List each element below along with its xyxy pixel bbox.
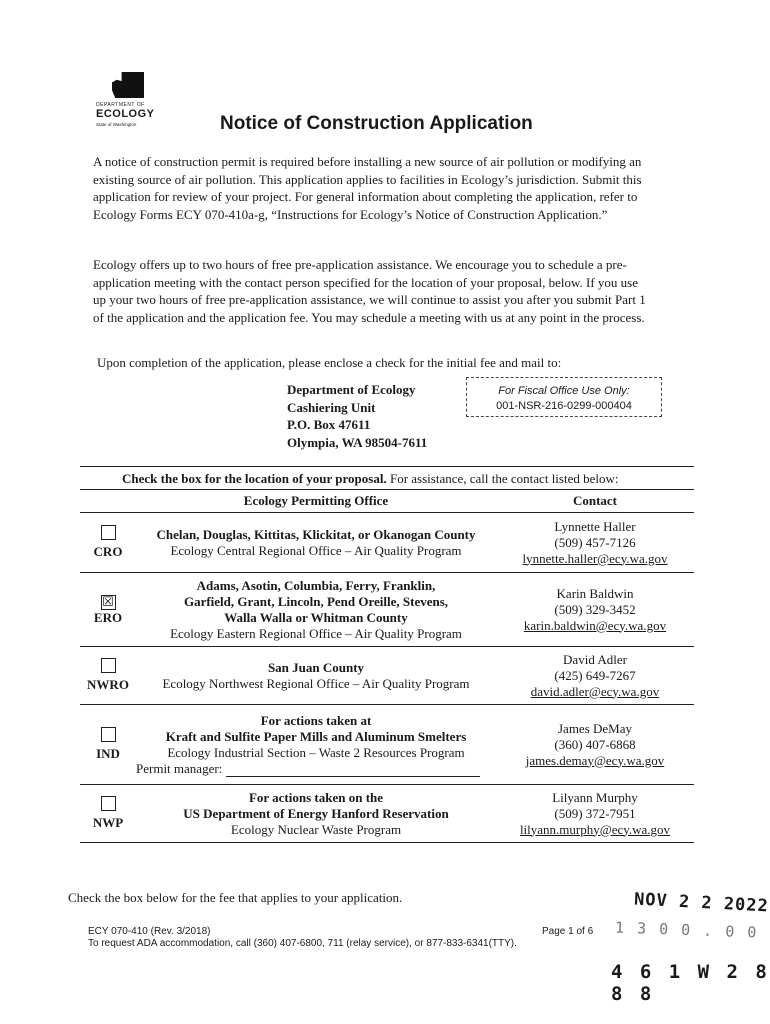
nwp-contact-name: Lilyann Murphy [552, 789, 638, 805]
nwro-contact-name: David Adler [563, 651, 627, 667]
received-date-stamp: NOV 2 2 2022 [633, 889, 770, 917]
table-row [80, 785, 694, 843]
nwro-counties: San Juan County [267, 659, 365, 675]
table-row [80, 705, 694, 785]
code-ind: IND [96, 746, 120, 761]
logo-name: ECOLOGY [96, 108, 155, 120]
address-line-4: Olympia, WA 98504-7611 [287, 434, 428, 450]
nwp-line-1: For actions taken on the [248, 789, 384, 805]
code-nwp: NWP [92, 815, 124, 830]
nwp-contact-phone: (509) 372-7951 [554, 805, 636, 821]
logo-dept: DEPARTMENT OF [96, 102, 145, 108]
check-instructions-rest: For assistance, call the contact listed below: [386, 471, 619, 486]
fee-instruction: Check the box below for the fee that applies to your application. [68, 890, 403, 905]
checkbox-ero[interactable]: ☒ [102, 593, 114, 609]
ero-contact-name: Karin Baldwin [556, 585, 634, 601]
ind-office: Ecology Industrial Section – Waste 2 Resources Program [167, 744, 465, 760]
ero-counties-2: Garfield, Grant, Lincoln, Pend Oreille, Stevens, [183, 593, 449, 609]
permit-manager-field [136, 761, 496, 777]
nwro-contact-phone: (425) 649-7267 [554, 667, 636, 683]
ero-counties-1: Adams, Asotin, Columbia, Ferry, Franklin, [196, 577, 436, 593]
location-table [80, 466, 694, 843]
ero-contact-email[interactable]: karin.baldwin@ecy.wa.gov [523, 617, 667, 633]
form-footer [88, 926, 517, 950]
fiscal-office-box [466, 377, 662, 417]
nwro-office: Ecology Northwest Regional Office – Air Quality Program [162, 675, 470, 691]
ero-office: Ecology Eastern Regional Office – Air Quality Program [170, 625, 462, 641]
address-line-1: Department of Ecology [287, 382, 416, 397]
cro-office: Ecology Central Regional Office – Air Quality Program [170, 542, 462, 558]
address-line-3: P.O. Box 47611 [287, 417, 371, 432]
code-nwro: NWRO [87, 677, 129, 692]
amount-stamp: 1 3 0 0 . 0 0 [614, 918, 759, 942]
nwro-contact-email[interactable]: david.adler@ecy.wa.gov [530, 683, 660, 699]
permit-manager-label: Permit manager: [136, 760, 223, 776]
nwp-contact-email[interactable]: lilyann.murphy@ecy.wa.gov [519, 821, 671, 837]
page-title: Notice of Construction Application [220, 113, 533, 134]
intro-paragraph-1: A notice of construction permit is required before installing a new source of air pollution or modifying an existing source of air pollution. This application applies to facilities in Ecology’s jurisdiction. Submit this application for review of your project. For general information about completing the application, refer to Ecology Forms ECY 070-410a-g, “Instructions for Ecology’s Notice of Construction Application.” [93, 154, 642, 222]
intro-paragraph-3: Upon completion of the application, please enclose a check for the initial fee and mail to: [97, 355, 562, 370]
code-cro: CRO [93, 544, 123, 559]
ero-contact-phone: (509) 329-3452 [554, 601, 636, 617]
checkbox-cro[interactable] [101, 525, 116, 540]
ind-line-1: For actions taken at [260, 712, 372, 728]
cro-counties: Chelan, Douglas, Kittitas, Klickitat, or Okanogan County [156, 526, 476, 542]
logo-state: State of Washington [96, 122, 137, 127]
checkbox-ind[interactable] [101, 727, 116, 742]
cro-contact-phone: (509) 457-7126 [554, 534, 636, 550]
ada-notice: To request ADA accommodation, call (360) 407-6800, 711 (relay service), or 877-833-6341(TTY). [88, 938, 517, 949]
check-instructions-bold: Check the box for the location of your proposal. [122, 471, 387, 486]
ind-line-2: Kraft and Sulfite Paper Mills and Aluminum Smelters [165, 728, 467, 744]
col-header-office: Ecology Permitting Office [136, 490, 496, 513]
table-row [80, 573, 694, 647]
intro-paragraph-2: Ecology offers up to two hours of free pre-application assistance. We encourage you to schedule a pre-application meeting with the contact person specified for the location of your proposal, below. If you use up your two hours of free pre-application assistance, we will continue to assist you after you submit Part 1 of the application and the application fee. You may schedule a meeting with us at any point in the process. [93, 257, 646, 325]
nwp-office: Ecology Nuclear Waste Program [230, 821, 402, 837]
washington-state-logo-icon [112, 72, 144, 98]
page-number: Page 1 of 6 [542, 926, 594, 937]
checkbox-nwp[interactable] [101, 796, 116, 811]
ind-contact-name: James DeMay [557, 720, 632, 736]
fiscal-label: For Fiscal Office Use Only: [498, 385, 630, 397]
ecology-logo [94, 70, 154, 134]
cro-contact-name: Lynnette Haller [554, 518, 636, 534]
col-header-contact: Contact [496, 490, 694, 513]
address-line-2: Cashiering Unit [287, 399, 376, 415]
table-row [80, 513, 694, 573]
fiscal-number: 001-NSR-216-0299-000404 [496, 400, 632, 412]
form-id: ECY 070-410 (Rev. 3/2018) [88, 926, 211, 937]
document-number-stamp: 4 6 1 W 2 8 8 8 [611, 961, 770, 1005]
table-row [80, 647, 694, 705]
checkbox-nwro[interactable] [101, 658, 116, 673]
cro-contact-email[interactable]: lynnette.haller@ecy.wa.gov [522, 550, 668, 566]
permit-manager-input[interactable] [226, 764, 480, 777]
ind-contact-phone: (360) 407-6868 [554, 736, 636, 752]
ind-contact-email[interactable]: james.demay@ecy.wa.gov [525, 752, 665, 768]
check-instructions [80, 466, 694, 489]
ero-counties-3: Walla Walla or Whitman County [224, 609, 408, 625]
code-ero: ERO [93, 609, 123, 625]
mailing-address [287, 381, 427, 451]
nwp-line-2: US Department of Energy Hanford Reservation [183, 805, 449, 821]
